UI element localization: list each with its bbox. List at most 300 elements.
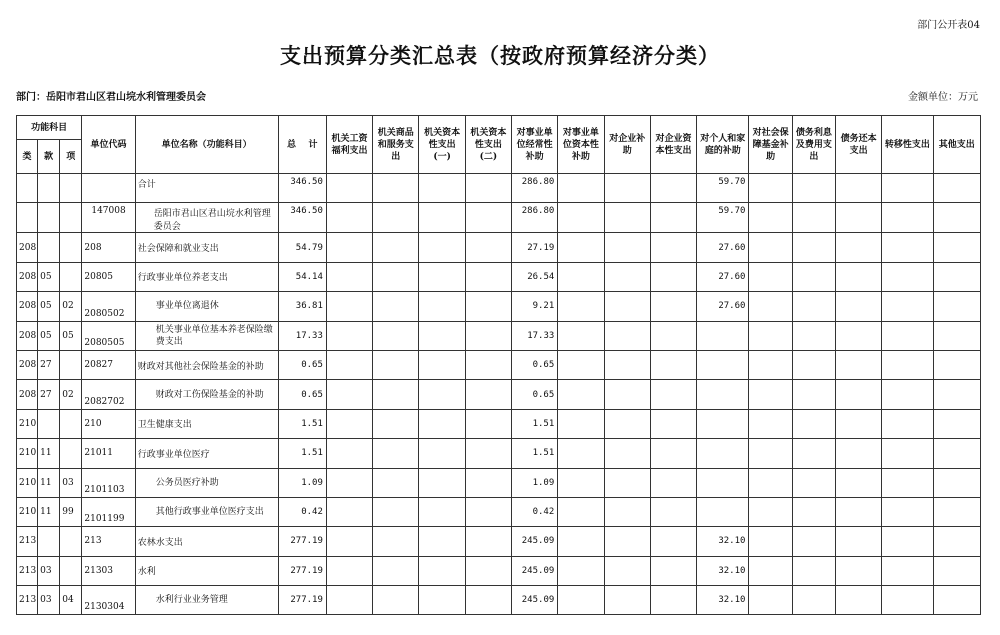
amount-cell-c7 xyxy=(604,233,650,262)
col-header-c2: 机关商品和服务支出 xyxy=(373,116,419,174)
unit-code-cell: 210 xyxy=(82,409,135,438)
amount-cell-c6 xyxy=(558,350,604,379)
amount-cell-c7 xyxy=(604,527,650,556)
amount-cell-c4 xyxy=(465,203,511,233)
amount-cell-c14 xyxy=(933,174,980,203)
amount-cell-c14 xyxy=(933,233,980,262)
amount-cell-c9: 27.60 xyxy=(697,262,749,291)
kuan-cell: 03 xyxy=(38,586,60,615)
amount-cell-c1 xyxy=(326,380,372,409)
amount-cell-c2 xyxy=(373,409,419,438)
amount-cell-c7 xyxy=(604,174,650,203)
amount-cell-c1 xyxy=(326,233,372,262)
amount-cell-c4 xyxy=(465,233,511,262)
table-row xyxy=(17,527,981,556)
unit-name-cell: 财政对其他社会保险基金的补助 xyxy=(135,350,278,379)
amount-cell-c12 xyxy=(835,586,881,615)
unit-code-cell: 2101103 xyxy=(82,468,135,497)
amount-cell-c11 xyxy=(792,497,835,526)
amount-cell-c6 xyxy=(558,174,604,203)
table-row xyxy=(17,409,981,438)
amount-cell-c5: 245.09 xyxy=(512,586,558,615)
col-header-c12: 债务还本支出 xyxy=(835,116,881,174)
amount-cell-c4 xyxy=(465,380,511,409)
amount-cell-c3 xyxy=(419,409,465,438)
amount-cell-c5: 245.09 xyxy=(512,527,558,556)
amount-cell-c11 xyxy=(792,380,835,409)
unit-name-cell: 卫生健康支出 xyxy=(135,409,278,438)
lei-cell: 210 xyxy=(17,409,38,438)
unit-code-cell: 2130304 xyxy=(82,586,135,615)
amount-cell-c6 xyxy=(558,586,604,615)
kuan-cell: 05 xyxy=(38,292,60,321)
table-row xyxy=(17,203,981,233)
amount-cell-c9 xyxy=(697,380,749,409)
amount-cell-c10 xyxy=(749,439,792,468)
amount-cell-c9 xyxy=(697,468,749,497)
total-cell: 346.50 xyxy=(278,203,326,233)
amount-cell-c7 xyxy=(604,203,650,233)
unit-name-cell: 农林水支出 xyxy=(135,527,278,556)
unit-code-cell: 21303 xyxy=(82,556,135,585)
col-header-c1: 机关工资福利支出 xyxy=(326,116,372,174)
amount-cell-c5: 1.51 xyxy=(512,439,558,468)
amount-cell-c5: 26.54 xyxy=(512,262,558,291)
amount-cell-c10 xyxy=(749,233,792,262)
table-row xyxy=(17,233,981,262)
amount-cell-c10 xyxy=(749,321,792,350)
amount-cell-c13 xyxy=(882,586,933,615)
amount-cell-c13 xyxy=(882,409,933,438)
kuan-cell xyxy=(38,409,60,438)
amount-cell-c5: 286.80 xyxy=(512,203,558,233)
amount-cell-c3 xyxy=(419,556,465,585)
amount-cell-c9: 27.60 xyxy=(697,292,749,321)
table-row xyxy=(17,439,981,468)
col-header-c13: 转移性支出 xyxy=(882,116,933,174)
total-cell: 1.51 xyxy=(278,439,326,468)
amount-cell-c2 xyxy=(373,586,419,615)
kuan-cell: 27 xyxy=(38,380,60,409)
lei-cell: 213 xyxy=(17,586,38,615)
col-header-c11: 债务利息及费用支出 xyxy=(792,116,835,174)
unit-code-cell: 2080502 xyxy=(82,292,135,321)
amount-cell-c13 xyxy=(882,350,933,379)
amount-cell-c9: 32.10 xyxy=(697,586,749,615)
kuan-cell xyxy=(38,174,60,203)
total-cell: 1.51 xyxy=(278,409,326,438)
lei-cell: 208 xyxy=(17,350,38,379)
amount-cell-c8 xyxy=(650,409,696,438)
amount-cell-c14 xyxy=(933,556,980,585)
xiang-cell: 99 xyxy=(60,497,82,526)
amount-cell-c5: 9.21 xyxy=(512,292,558,321)
amount-cell-c6 xyxy=(558,556,604,585)
amount-cell-c1 xyxy=(326,409,372,438)
amount-cell-c6 xyxy=(558,468,604,497)
amount-cell-c6 xyxy=(558,262,604,291)
function-category-header: 功能科目 xyxy=(17,116,82,140)
kuan-cell: 11 xyxy=(38,497,60,526)
amount-cell-c5: 245.09 xyxy=(512,556,558,585)
col-header-c8: 对企业资本性支出 xyxy=(650,116,696,174)
amount-cell-c12 xyxy=(835,497,881,526)
amount-cell-c2 xyxy=(373,527,419,556)
table-row xyxy=(17,468,981,497)
amount-cell-c10 xyxy=(749,203,792,233)
amount-cell-c6 xyxy=(558,321,604,350)
amount-cell-c1 xyxy=(326,497,372,526)
unit-code-cell: 213 xyxy=(82,527,135,556)
amount-cell-c9 xyxy=(697,439,749,468)
total-cell: 277.19 xyxy=(278,586,326,615)
amount-cell-c9 xyxy=(697,409,749,438)
amount-cell-c14 xyxy=(933,203,980,233)
amount-cell-c1 xyxy=(326,203,372,233)
amount-cell-c8 xyxy=(650,203,696,233)
unit-name-cell: 公务员医疗补助 xyxy=(135,468,278,497)
unit-name-cell: 行政事业单位养老支出 xyxy=(135,262,278,291)
total-cell: 36.81 xyxy=(278,292,326,321)
amount-cell-c3 xyxy=(419,203,465,233)
amount-cell-c9 xyxy=(697,350,749,379)
amount-cell-c12 xyxy=(835,321,881,350)
xiang-cell xyxy=(60,262,82,291)
amount-cell-c13 xyxy=(882,321,933,350)
amount-cell-c2 xyxy=(373,203,419,233)
amount-cell-c1 xyxy=(326,350,372,379)
amount-cell-c1 xyxy=(326,586,372,615)
amount-cell-c13 xyxy=(882,233,933,262)
lei-cell: 210 xyxy=(17,468,38,497)
amount-cell-c9 xyxy=(697,321,749,350)
kuan-cell: 05 xyxy=(38,321,60,350)
amount-cell-c8 xyxy=(650,527,696,556)
amount-cell-c2 xyxy=(373,350,419,379)
amount-cell-c11 xyxy=(792,586,835,615)
amount-cell-c13 xyxy=(882,439,933,468)
amount-cell-c1 xyxy=(326,556,372,585)
amount-cell-c14 xyxy=(933,439,980,468)
unit-code-cell: 147008 xyxy=(82,203,135,233)
xiang-cell xyxy=(60,233,82,262)
amount-cell-c12 xyxy=(835,439,881,468)
amount-cell-c14 xyxy=(933,468,980,497)
table-row xyxy=(17,380,981,409)
amount-cell-c7 xyxy=(604,409,650,438)
kuan-cell xyxy=(38,527,60,556)
unit-code-cell: 2082702 xyxy=(82,380,135,409)
amount-cell-c2 xyxy=(373,380,419,409)
amount-cell-c10 xyxy=(749,262,792,291)
amount-cell-c11 xyxy=(792,262,835,291)
amount-cell-c9: 59.70 xyxy=(697,203,749,233)
amount-cell-c2 xyxy=(373,262,419,291)
amount-cell-c13 xyxy=(882,497,933,526)
amount-cell-c4 xyxy=(465,350,511,379)
unit-code-cell: 20827 xyxy=(82,350,135,379)
amount-cell-c11 xyxy=(792,468,835,497)
amount-cell-c2 xyxy=(373,468,419,497)
amount-cell-c12 xyxy=(835,350,881,379)
amount-cell-c7 xyxy=(604,556,650,585)
amount-cell-c3 xyxy=(419,586,465,615)
amount-cell-c11 xyxy=(792,233,835,262)
lei-cell xyxy=(17,174,38,203)
amount-cell-c13 xyxy=(882,203,933,233)
kuan-header: 款 xyxy=(38,140,60,174)
total-cell: 0.65 xyxy=(278,350,326,379)
col-header-c5: 对事业单位经常性补助 xyxy=(512,116,558,174)
unit-code-cell: 208 xyxy=(82,233,135,262)
xiang-cell xyxy=(60,556,82,585)
amount-cell-c12 xyxy=(835,468,881,497)
total-header: 总 计 xyxy=(278,116,326,174)
total-cell: 0.65 xyxy=(278,380,326,409)
amount-cell-c13 xyxy=(882,380,933,409)
amount-cell-c8 xyxy=(650,292,696,321)
amount-cell-c12 xyxy=(835,262,881,291)
amount-cell-c3 xyxy=(419,262,465,291)
table-row xyxy=(17,262,981,291)
total-cell: 277.19 xyxy=(278,556,326,585)
amount-cell-c13 xyxy=(882,527,933,556)
table-row xyxy=(17,586,981,615)
amount-cell-c8 xyxy=(650,174,696,203)
expenditure-table xyxy=(16,115,981,615)
amount-cell-c2 xyxy=(373,174,419,203)
amount-cell-c11 xyxy=(792,439,835,468)
amount-cell-c4 xyxy=(465,586,511,615)
amount-cell-c3 xyxy=(419,527,465,556)
unit-code-cell: 2080505 xyxy=(82,321,135,350)
amount-cell-c9: 32.10 xyxy=(697,527,749,556)
amount-cell-c7 xyxy=(604,468,650,497)
lei-cell: 208 xyxy=(17,380,38,409)
kuan-cell: 11 xyxy=(38,468,60,497)
amount-cell-c8 xyxy=(650,262,696,291)
amount-cell-c1 xyxy=(326,174,372,203)
amount-cell-c8 xyxy=(650,350,696,379)
total-cell: 277.19 xyxy=(278,527,326,556)
amount-cell-c3 xyxy=(419,233,465,262)
kuan-cell xyxy=(38,233,60,262)
amount-cell-c7 xyxy=(604,380,650,409)
lei-cell: 208 xyxy=(17,321,38,350)
amount-cell-c4 xyxy=(465,527,511,556)
col-header-c7: 对企业补助 xyxy=(604,116,650,174)
amount-cell-c4 xyxy=(465,556,511,585)
amount-cell-c3 xyxy=(419,468,465,497)
amount-cell-c10 xyxy=(749,556,792,585)
amount-cell-c13 xyxy=(882,468,933,497)
amount-cell-c12 xyxy=(835,203,881,233)
amount-cell-c10 xyxy=(749,497,792,526)
amount-cell-c6 xyxy=(558,527,604,556)
amount-cell-c7 xyxy=(604,586,650,615)
amount-cell-c2 xyxy=(373,321,419,350)
unit-name-cell: 社会保障和就业支出 xyxy=(135,233,278,262)
unit-code-cell: 2101199 xyxy=(82,497,135,526)
amount-cell-c3 xyxy=(419,497,465,526)
amount-cell-c2 xyxy=(373,556,419,585)
amount-cell-c7 xyxy=(604,497,650,526)
amount-cell-c12 xyxy=(835,556,881,585)
table-row xyxy=(17,497,981,526)
amount-cell-c7 xyxy=(604,262,650,291)
amount-cell-c9: 59.70 xyxy=(697,174,749,203)
amount-cell-c5: 27.19 xyxy=(512,233,558,262)
unit-name-cell: 机关事业单位基本养老保险缴费支出 xyxy=(135,321,278,350)
xiang-cell: 03 xyxy=(60,468,82,497)
amount-cell-c4 xyxy=(465,292,511,321)
amount-cell-c5: 0.65 xyxy=(512,380,558,409)
unit-name-header: 单位名称（功能科目） xyxy=(135,116,278,174)
amount-cell-c4 xyxy=(465,262,511,291)
amount-cell-c5: 1.09 xyxy=(512,468,558,497)
amount-cell-c1 xyxy=(326,292,372,321)
unit-code-cell: 20805 xyxy=(82,262,135,291)
amount-cell-c10 xyxy=(749,527,792,556)
xiang-cell xyxy=(60,439,82,468)
amount-cell-c12 xyxy=(835,174,881,203)
col-header-c4: 机关资本性支出(二) xyxy=(465,116,511,174)
amount-cell-c11 xyxy=(792,292,835,321)
amount-cell-c6 xyxy=(558,439,604,468)
amount-cell-c12 xyxy=(835,292,881,321)
amount-cell-c4 xyxy=(465,439,511,468)
amount-cell-c1 xyxy=(326,527,372,556)
amount-cell-c7 xyxy=(604,321,650,350)
amount-cell-c10 xyxy=(749,586,792,615)
amount-cell-c8 xyxy=(650,586,696,615)
amount-cell-c4 xyxy=(465,409,511,438)
amount-cell-c14 xyxy=(933,380,980,409)
amount-cell-c8 xyxy=(650,556,696,585)
xiang-cell xyxy=(60,203,82,233)
xiang-cell xyxy=(60,527,82,556)
xiang-cell: 02 xyxy=(60,292,82,321)
xiang-cell: 05 xyxy=(60,321,82,350)
unit-code-cell xyxy=(82,174,135,203)
amount-cell-c12 xyxy=(835,409,881,438)
amount-cell-c8 xyxy=(650,321,696,350)
kuan-cell: 11 xyxy=(38,439,60,468)
amount-cell-c12 xyxy=(835,527,881,556)
unit-code-header: 单位代码 xyxy=(82,116,135,174)
amount-cell-c8 xyxy=(650,497,696,526)
amount-cell-c6 xyxy=(558,292,604,321)
table-row xyxy=(17,174,981,203)
kuan-cell: 03 xyxy=(38,556,60,585)
amount-cell-c11 xyxy=(792,174,835,203)
xiang-cell xyxy=(60,409,82,438)
col-header-c3: 机关资本性支出(一) xyxy=(419,116,465,174)
table-row xyxy=(17,350,981,379)
amount-cell-c1 xyxy=(326,439,372,468)
amount-cell-c14 xyxy=(933,350,980,379)
amount-cell-c8 xyxy=(650,380,696,409)
amount-cell-c6 xyxy=(558,497,604,526)
amount-cell-c10 xyxy=(749,380,792,409)
amount-cell-c2 xyxy=(373,233,419,262)
amount-cell-c12 xyxy=(835,233,881,262)
lei-cell: 208 xyxy=(17,262,38,291)
department-label: 部门：岳阳市君山区君山垸水利管理委员会 xyxy=(16,92,206,103)
amount-cell-c11 xyxy=(792,409,835,438)
unit-name-cell: 水利 xyxy=(135,556,278,585)
amount-cell-c8 xyxy=(650,439,696,468)
lei-cell: 213 xyxy=(17,527,38,556)
amount-cell-c8 xyxy=(650,468,696,497)
amount-cell-c6 xyxy=(558,203,604,233)
amount-cell-c2 xyxy=(373,439,419,468)
amount-cell-c11 xyxy=(792,350,835,379)
xiang-cell: 04 xyxy=(60,586,82,615)
amount-cell-c3 xyxy=(419,174,465,203)
amount-cell-c10 xyxy=(749,292,792,321)
amount-cell-c5: 286.80 xyxy=(512,174,558,203)
xiang-header: 项 xyxy=(60,140,82,174)
amount-cell-c4 xyxy=(465,321,511,350)
amount-cell-c13 xyxy=(882,262,933,291)
unit-name-cell: 财政对工伤保险基金的补助 xyxy=(135,380,278,409)
xiang-cell xyxy=(60,350,82,379)
amount-cell-c5: 0.65 xyxy=(512,350,558,379)
lei-cell: 208 xyxy=(17,292,38,321)
amount-cell-c6 xyxy=(558,409,604,438)
amount-cell-c4 xyxy=(465,174,511,203)
total-cell: 0.42 xyxy=(278,497,326,526)
amount-cell-c11 xyxy=(792,527,835,556)
table-number-label: 部门公开表04 xyxy=(917,20,980,31)
lei-cell xyxy=(17,203,38,233)
amount-cell-c5: 17.33 xyxy=(512,321,558,350)
unit-name-cell: 事业单位离退休 xyxy=(135,292,278,321)
xiang-cell: 02 xyxy=(60,380,82,409)
amount-cell-c3 xyxy=(419,350,465,379)
unit-name-cell: 岳阳市君山区君山垸水利管理委员会 xyxy=(135,203,278,233)
amount-cell-c3 xyxy=(419,321,465,350)
amount-cell-c6 xyxy=(558,380,604,409)
kuan-cell: 27 xyxy=(38,350,60,379)
total-cell: 54.79 xyxy=(278,233,326,262)
amount-cell-c5: 0.42 xyxy=(512,497,558,526)
amount-cell-c8 xyxy=(650,233,696,262)
amount-cell-c14 xyxy=(933,409,980,438)
total-cell: 17.33 xyxy=(278,321,326,350)
amount-cell-c7 xyxy=(604,350,650,379)
amount-cell-c14 xyxy=(933,262,980,291)
amount-cell-c5: 1.51 xyxy=(512,409,558,438)
amount-cell-c11 xyxy=(792,321,835,350)
lei-cell: 213 xyxy=(17,556,38,585)
amount-cell-c11 xyxy=(792,203,835,233)
amount-cell-c9 xyxy=(697,497,749,526)
kuan-cell: 05 xyxy=(38,262,60,291)
amount-cell-c13 xyxy=(882,292,933,321)
col-header-c9: 对个人和家庭的补助 xyxy=(697,116,749,174)
unit-name-cell: 其他行政事业单位医疗支出 xyxy=(135,497,278,526)
lei-header: 类 xyxy=(17,140,38,174)
amount-cell-c14 xyxy=(933,321,980,350)
amount-cell-c14 xyxy=(933,292,980,321)
unit-name-cell: 合计 xyxy=(135,174,278,203)
table-row xyxy=(17,292,981,321)
amount-cell-c7 xyxy=(604,439,650,468)
amount-cell-c10 xyxy=(749,468,792,497)
amount-cell-c2 xyxy=(373,292,419,321)
